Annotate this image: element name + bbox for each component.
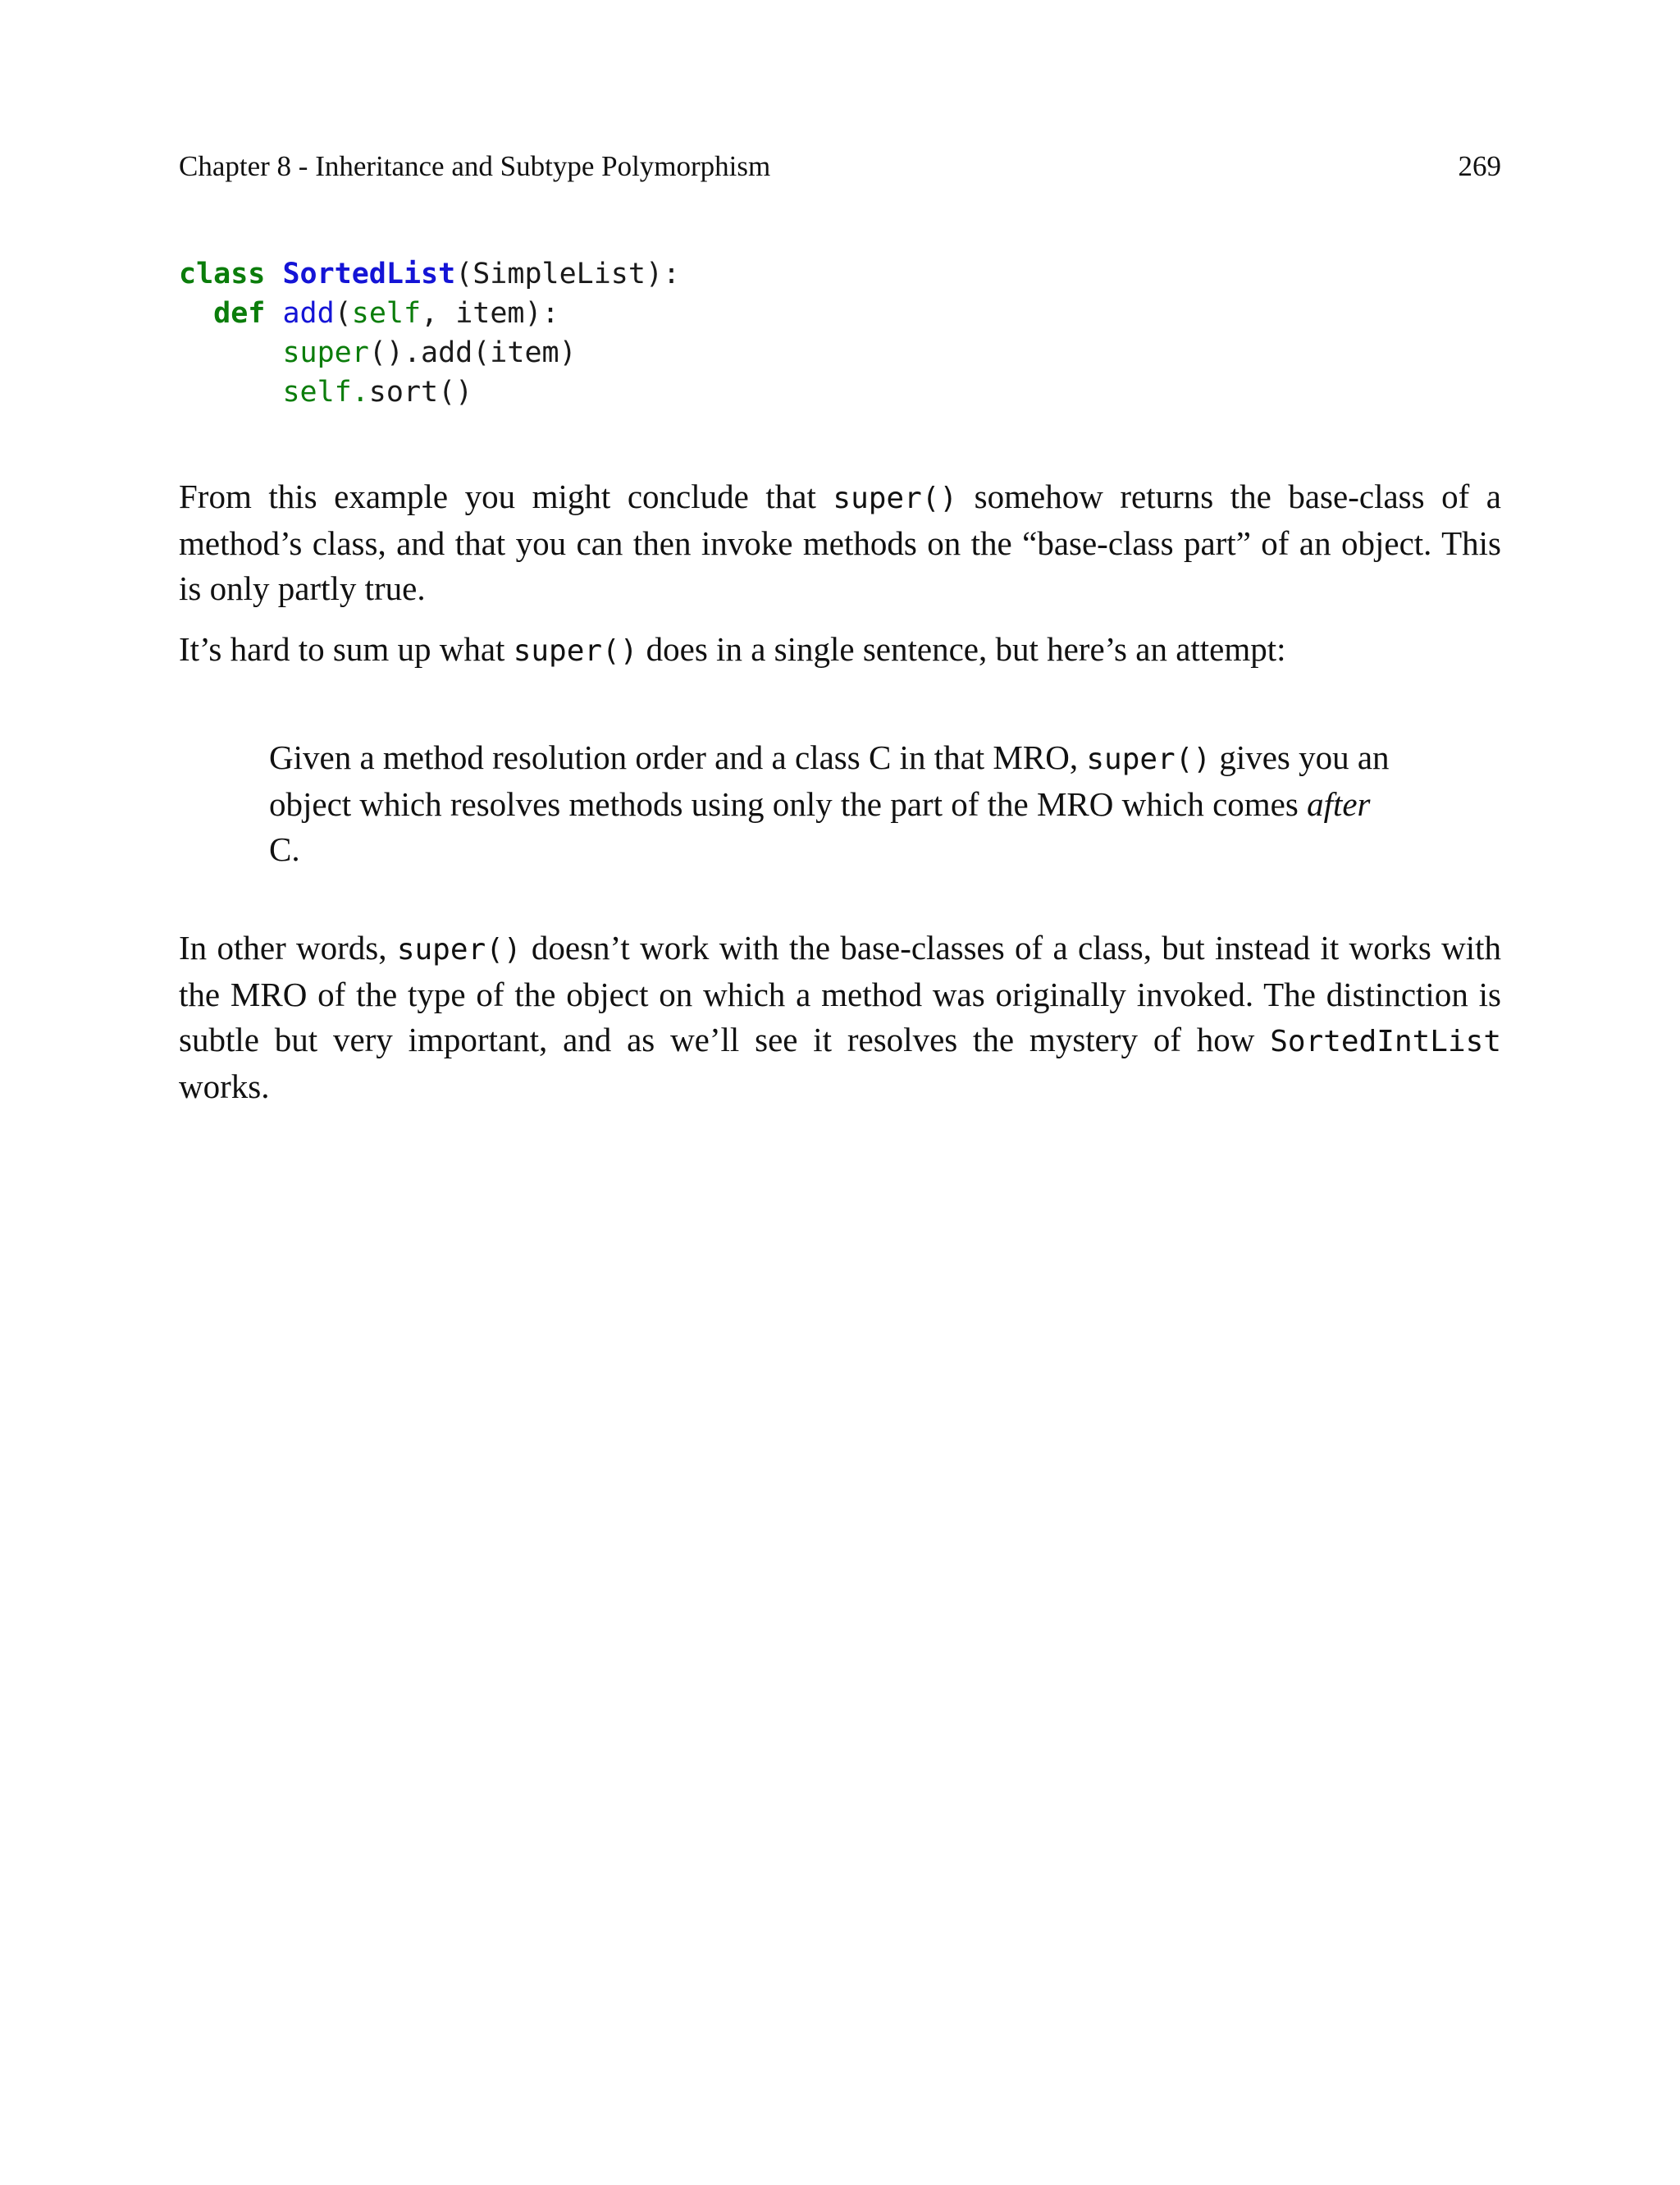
code-indent — [179, 376, 282, 409]
chapter-title: Chapter 8 - Inheritance and Subtype Polymorphism — [179, 150, 771, 182]
code-line-4 — [179, 373, 680, 412]
paragraph-text: does in a single sentence, but here’s an attempt: — [637, 630, 1286, 668]
code-line-2 — [179, 294, 680, 333]
quote-text: C. — [269, 830, 300, 868]
code-builtin: self. — [282, 376, 369, 409]
code-space — [265, 297, 282, 330]
page-number: 269 — [1458, 150, 1501, 182]
paragraph-3 — [179, 926, 1501, 1109]
code-line-3 — [179, 333, 680, 373]
paragraph-text: From this example you might conclude that — [179, 478, 833, 515]
emphasis-text: after — [1307, 785, 1371, 823]
paragraph-text: In other words, — [179, 929, 397, 967]
running-header — [179, 146, 1501, 187]
inline-code: super() — [396, 933, 522, 967]
code-text: ( — [334, 297, 352, 330]
paragraph-1 — [179, 474, 1501, 611]
code-space — [265, 258, 282, 290]
inline-code: super() — [833, 482, 958, 515]
inline-code: super() — [513, 634, 638, 668]
paragraph-text: It’s hard to sum up what — [179, 630, 514, 668]
paragraph-text: somehow returns the base-class of a method’s class, and that you can then invoke methods on the “base-class part” of an object. This is only partly true. — [179, 478, 1501, 607]
block-quote — [269, 735, 1405, 872]
code-keyword: class — [179, 258, 266, 290]
code-class-name: SortedList — [282, 258, 456, 290]
code-self: self — [351, 297, 422, 330]
code-listing — [179, 254, 680, 412]
code-builtin: super — [282, 336, 369, 369]
inline-code: super() — [1086, 743, 1212, 776]
quote-text: Given a method resolution order and a class C in that MRO, — [269, 738, 1087, 776]
code-text: sort() — [368, 376, 473, 409]
paragraph-text: doesn’t work with the base-classes of a class, but instead it works with the MRO of the type of the object on which a method was originally invoked. The distinction is subtle but very important, and as we’ll see it resolves the mystery of how — [179, 929, 1501, 1058]
inline-code: SortedIntList — [1270, 1025, 1501, 1058]
quote-text: gives you an object which resolves methods using only the part of the MRO which comes — [269, 738, 1390, 823]
paragraph-text: works. — [179, 1067, 270, 1105]
paragraph-2 — [179, 627, 1501, 674]
code-indent — [179, 336, 282, 369]
code-text: , item): — [421, 297, 559, 330]
code-line-1 — [179, 254, 680, 294]
code-text: ().add(item) — [368, 336, 577, 369]
code-keyword: def — [213, 297, 266, 330]
code-text: (SimpleList): — [455, 258, 681, 290]
code-function-name: add — [282, 297, 335, 330]
code-indent — [179, 297, 213, 330]
